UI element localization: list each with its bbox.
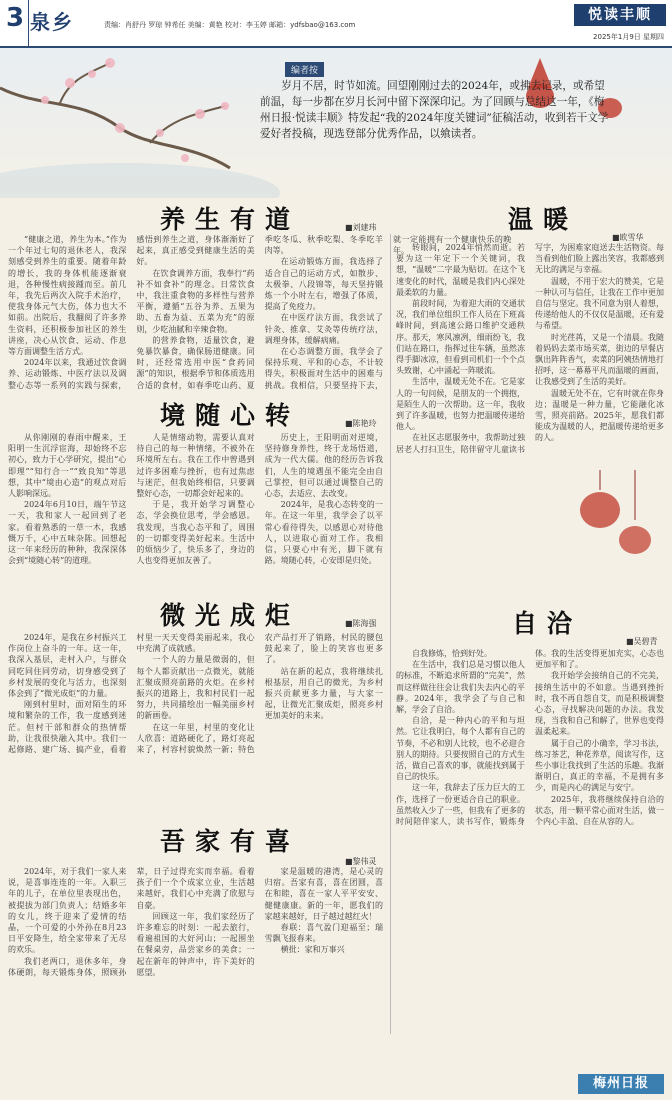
paragraph: 在社区志愿服务中，我帮助过独居老人打扫卫生，陪伴留守儿童读书写字，为困难家庭送去生活物资。每当看到他们脸上露出笑容，我都感到无比的满足与幸福。 xyxy=(396,243,664,454)
article-title: 境随心转 xyxy=(160,401,301,430)
page-number: 3 xyxy=(6,3,25,33)
paragraph: 回顾这一年，我们家经历了许多难忘的时刻：一起去旅行，看遍祖国的大好河山；一起围坐在餐桌旁，品尝家乡的美食；一起在新年的钟声中，许下美好的愿望。 xyxy=(136,911,255,977)
couplet-line: 横批：家和万事兴 xyxy=(280,945,345,955)
paragraph: 在中医疗法方面，我尝试了针灸、推拿、艾灸等传统疗法，调理身体，缓解病痛。 xyxy=(264,313,383,345)
article-title: 吾家有喜 xyxy=(160,827,301,856)
paragraph: 在生活中，我们总是习惯以他人的标准，不断追求所谓的“完美”，然而这样做往往会让我们失去内心的平静。2024年，我学会了与自己和解，学会了自洽。 xyxy=(396,660,525,715)
article-author: ■刘建玮 xyxy=(345,223,377,232)
article-title: 自洽 xyxy=(512,609,583,638)
article-title: 温暖 xyxy=(508,205,579,234)
dateline: 2025年1月9日 星期四 xyxy=(593,33,664,41)
paragraph: 前段时间，为着迎大雨的交通状况，我们单位组织工作人员在下班高峰时间，到高速公路口维护交通秩序。那天，寒风凛冽，细雨纷飞，我们站在路口，指挥过往车辆，虽然冻得手脚冰凉，但看到司机们一个个点头致谢，心中涌起一阵暖流。 xyxy=(396,299,525,376)
newspaper-logo: 梅州日报 xyxy=(578,1074,664,1094)
paragraph: 在饮食调养方面，我奉行“药补不如食补”的理念。日常饮食中，我注重食物的多样性与营养平衡，遵循“五谷为养、五果为助、五畜为益、五菜为充”的原则，少吃油腻和辛辣食物。 xyxy=(136,268,255,334)
article-author: ■欧雪华 xyxy=(612,233,644,242)
paragraph: 于是，我开始学习调整心态，学会换位思考，学会感恩。我发现，当我心态平和了，周围的一切都变得美好起来。生活中的烦恼少了，快乐多了，身边的人也变得更加友善了。 xyxy=(136,500,255,566)
paragraph: 家是温暖的港湾，是心灵的归宿。吾家有喜，喜在团圆，喜在和睦，喜在一家人平平安安、健健康康。新的一年，愿我们的家越来越好，日子越过越红火！ xyxy=(264,867,383,921)
paragraph: 历史上，王阳明面对逆境，坚持修身养性，终于龙场悟道，成为一代大儒。他的经历告诉我们，人生的境遇虽不能完全由自己掌控，但可以通过调整自己的心态，去适应、去改变。 xyxy=(264,433,383,499)
column-divider xyxy=(390,234,391,1034)
paragraph: 温暖，不用于宏大的赞美，它是一种认可与信任，让我在工作中更加自信与坚定。我不同意为别人着想，传递给他人的不仅仅是温暖，还有爱与希望。 xyxy=(535,276,664,331)
editor-note-text: 岁月不居，时节如流。回望刚刚过去的2024年，或拂去记录，或希望前温，每一步都在岁月长河中留下深深印记。为了回顾与总结这一年，《梅州日报·悦读丰顺》特发起“我的2024年度关键词”征稿活动，收到若干文学爱好者投稿，现选登部分优秀作品，以飨读者。 xyxy=(260,80,609,140)
paragraph: 2024年，是我在乡村振兴工作岗位上奋斗的一年。这一年，我深入基层，走村入户，与群众同吃同住同劳动，切身感受到了乡村发展的变化与活力，也深刻体会到了“微光成炬”的力量。 xyxy=(8,633,127,699)
article-body xyxy=(396,648,664,1060)
paragraph: “健康之道，养生为本。”作为一个年过七旬的退休老人，我深刻感受到养生的重要。随着年龄的增长，我的身体机能逐渐衰退，各种慢性病接踵而至。前几年，我先后两次入院手术治疗，使我身体元气大伤，体力也大不如前。出院后，我翻阅了许多养生资料，还积极参加社区的养生讲座，决心从饮食、运动、作息等方面调整生活方式。 xyxy=(8,235,127,357)
paragraph: 自我修炼，恰到好处。 xyxy=(412,649,492,658)
paragraph: 从你刚刚的春雨中醒来，王阳明一生沉浮宦海，却始终不忘初心，致力于心学研究，提出“心即理”“知行合一”“致良知”等思想，其中“境由心造”的观点对后人影响深远。 xyxy=(8,433,127,499)
paragraph: 在运动锻炼方面，我选择了适合自己的运动方式，如散步、太极拳、八段锦等，每天坚持锻炼一个小时左右，增强了体质，提高了免疫力。 xyxy=(264,257,383,312)
paragraph: 2024年，是我心态转变的一年。在这一年里，我学会了以平常心看待得失，以感恩心对待他人，以进取心面对工作。我相信，只要心中有光，脚下就有路。境随心转，心安即是归处。 xyxy=(264,500,383,566)
article-author: ■陈海强 xyxy=(345,619,377,628)
column-badge: 悦读丰顺 xyxy=(574,4,666,26)
article-title: 微光成炬 xyxy=(160,601,301,630)
paragraph: 温暖无处不在，它有时就在你身边；温暖是一种力量，它能融化冰雪，照亮前路。2025年，愿我们都能成为温暖的人，把温暖传递给更多的人。 xyxy=(535,388,664,443)
editor-credits: 责编：肖舒丹 罗琼 钟希任 美编：黄艳 校对：李玉婷 邮箱：ydfsbao@163.com xyxy=(104,21,356,29)
paragraph: 2025年，我将继续保持自洽的状态，用一颗平常心面对生活，做一个内心丰盈、自在从容的人。 xyxy=(535,794,664,827)
paragraph: 站在新的起点，我将继续扎根基层，用自己的微光，为乡村振兴贡献更多力量，与大家一起，让微光汇聚成炬，照亮乡村更加美好的未来。 xyxy=(264,666,383,721)
paragraph: 2024年，对于我们一家人来说，是喜事连连的一年。入职三年的儿子，在单位里表现出色，被提拔为部门负责人；结婚多年的女儿，终于迎来了爱情的结晶，一个可爱的小外孙在8月23日平安降生，给全家带来了无尽的欢乐。 xyxy=(8,867,127,955)
article-body xyxy=(8,866,383,1021)
paragraph: 刚到村里时，面对陌生的环境和繁杂的工作，我一度感到迷茫。但村干部和群众的热情帮助，让我很快融入其中。我们一起修路、建广场、搞产业，看着村里一天天变得美丽起来，我心中充满了成就感。 xyxy=(8,633,255,755)
paragraph: 一个人的力量是微弱的，但每个人都贡献出一点微光，就能汇聚成照亮前路的火炬。在乡村振兴的道路上，我和村民们一起努力，共同描绘出一幅美丽乡村的新画卷。 xyxy=(136,655,255,721)
article-body xyxy=(8,432,383,568)
paragraph: 2024年6月10日，端午节这一天，我和家人一起回到了老家。看着熟悉的一草一木，我感慨万千，心中五味杂陈。回想起这一年来经历的种种，我深深体会到“境随心转”的道理。 xyxy=(8,500,127,566)
paragraph: 在心态调整方面，我学会了保持乐观、平和的心态，不计较得失，积极面对生活中的困难与挑战。我相信，只要坚持下去，就一定能拥有一个健康快乐的晚年。 xyxy=(264,235,512,390)
paragraph: 自洽，是一种内心的平和与坦然。它让我明白，每个人都有自己的节奏，不必和别人比较，也不必迎合别人的期待。只要按照自己的方式生活，做自己喜欢的事，就能找到属于自己的快乐。 xyxy=(396,716,525,782)
paragraph: 人是情绪动物，需要认真对待自己的每一种情绪，不被外在环境所左右。我在工作中曾遇到过许多困难与挫折，也有过焦虑与迷茫，但我始终相信，只要调整好心态，一切都会好起来的。 xyxy=(136,433,255,499)
article-author: ■黎伟灵 xyxy=(345,857,377,866)
paragraph: 在这一年里，村里的变化让人欣喜：道路硬化了，路灯亮起来了，村容村貌焕然一新；特色农产品打开了销路，村民的腰包鼓起来了，脸上的笑容也更多了。 xyxy=(136,633,383,755)
article-body xyxy=(8,632,383,822)
editor-note-tag: 编者按 xyxy=(285,62,324,77)
couplet-line: 春联：喜气盈门迎福至；瑞雪飘飞报春来。 xyxy=(264,923,383,944)
paragraph: 转眼间，2024年悄然而逝。若要为这一年定下一个关键词，我想，“温暖”二字最为贴切。在这个飞速变化的时代，温暖是我们内心深处最柔软的力量。 xyxy=(396,243,525,297)
paragraph: 这一年，我辞去了压力巨大的工作，选择了一份更适合自己的职业。虽然收入少了一些，但我有了更多的时间陪伴家人，读书写作，锻炼身体。我的生活变得更加充实，心态也更加平和了。 xyxy=(396,649,664,827)
masthead xyxy=(0,0,672,48)
paragraph: 我们老两口，退休多年，身体硬朗，每天锻炼身体，照顾孙辈，日子过得充实而幸福。看着孩子们一个个成家立业，生活越来越好，我们心中充满了欣慰与自豪。 xyxy=(8,867,255,977)
paragraph: 时光荏苒，又是一个清晨。我随着妈妈去菜市场买菜，街边的早餐店飘出阵阵香气，卖菜的阿姨热情地打招呼，这一幕幕平凡而温暖的画面，让我感受到了生活的美好。 xyxy=(535,332,664,387)
page-name: 泉乡 xyxy=(30,10,74,34)
article-author: ■陈艳玲 xyxy=(345,419,377,428)
lantern-illustration xyxy=(570,470,660,580)
article-author: ■吴碧青 xyxy=(626,637,658,646)
article-title: 养生有道 xyxy=(160,205,301,234)
paragraph: 我开始学会接纳自己的不完美，接纳生活中的不如意。当遇到挫折时，我不再自怨自艾，而是积极调整心态，寻找解决问题的办法。我发现，当我和自己和解了，世界也变得温柔起来。 xyxy=(535,671,664,737)
masthead-divider xyxy=(28,0,29,46)
paragraph: 2024年以来，我通过饮食调养、运动锻炼、中医疗法以及调整心态等一系列的实践与探索，感悟到养生之道，身体渐渐好了起来，真正感受到健康生活的美好。 xyxy=(8,235,255,390)
paragraph: 属于自己的小确幸，学习书法，练习茶艺，种花养草，阅读写作，这些小事让我找到了生活的乐趣。我渐渐明白，真正的幸福，不是拥有多少，而是内心的满足与安宁。 xyxy=(535,738,664,793)
paragraph: 生活中，温暖无处不在。它是家人的一句问候，是朋友的一个拥抱，是陌生人的一次帮助。这一年，我收到了许多温暖，也努力把温暖传递给他人。 xyxy=(396,377,525,432)
paragraph: 的营养食物，适量饮食，避免暴饮暴食，确保肠道健康。同时，还经常选用中医“食药同源”的知识，根据季节和体质选用合适的食材，如春季吃山药、夏季吃冬瓜、秋季吃梨、冬季吃羊肉等。 xyxy=(136,235,383,390)
